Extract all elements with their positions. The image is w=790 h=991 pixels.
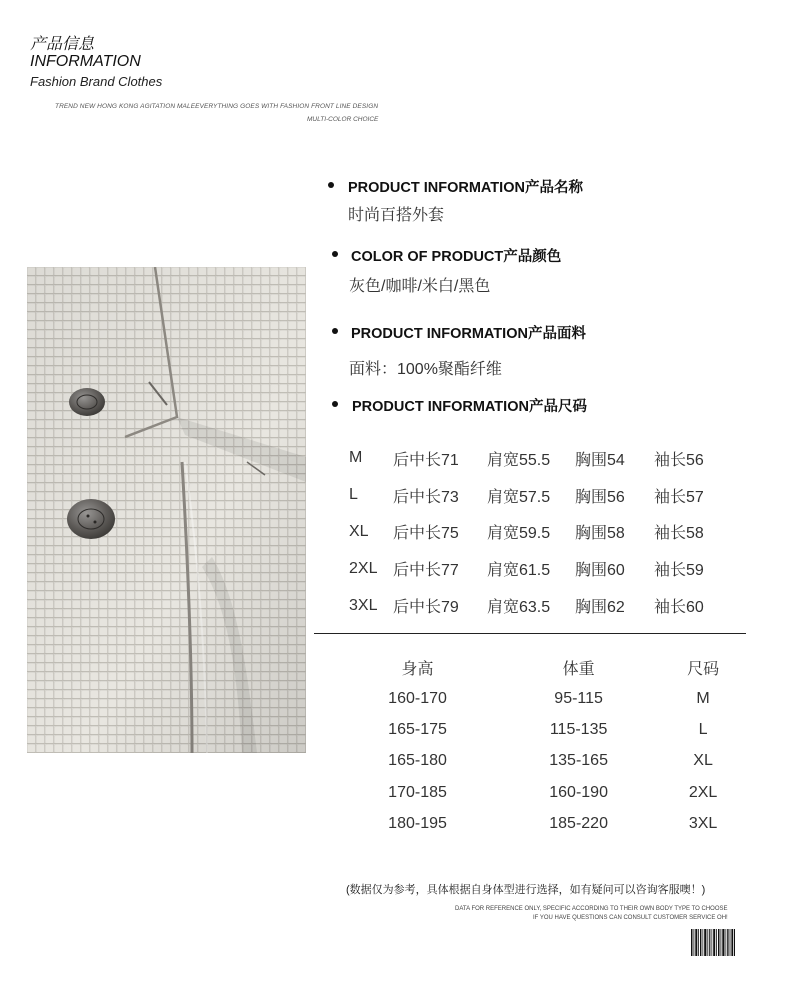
sleeve-cell: 袖长59: [654, 562, 704, 580]
height-cell: 170-185: [388, 783, 447, 801]
chest-cell: 胸围58: [575, 525, 625, 543]
tagline-line-1: TREND NEW HONG KONG AGITATION MALEEVERYTHING GOES WITH FASHION FRONT LINE DESIGN: [55, 103, 379, 110]
shoulder-cell: 肩宽63.5: [487, 599, 551, 617]
weight-cell: 115-135: [549, 721, 608, 739]
column-header-height: 身高: [401, 661, 434, 678]
shoulder-cell: 肩宽59.5: [487, 525, 551, 543]
chest-cell: 胸围60: [575, 562, 625, 580]
chest-cell: 胸围54: [575, 451, 625, 469]
sleeve-cell: 袖长60: [654, 599, 704, 617]
weight-cell: 95-115: [554, 689, 603, 707]
size-cell: 3XL: [349, 596, 378, 614]
sleeve-cell: 袖长57: [654, 488, 704, 506]
column-header-size: 尺码: [687, 661, 720, 678]
reference-note-en-1: DATA FOR REFERENCE ONLY, SPECIFIC ACCORDING TO THEIR OWN BODY TYPE TO CHOOSE: [455, 906, 728, 912]
table-row: [349, 477, 714, 514]
size-cell: L: [698, 721, 708, 739]
sleeve-cell: 袖长58: [654, 525, 704, 543]
page-title-en: INFORMATION: [30, 53, 141, 70]
divider: [314, 633, 746, 634]
table-row: [349, 550, 714, 587]
chest-cell: 胸围62: [575, 599, 625, 617]
length-cell: 后中长73: [393, 488, 459, 506]
barcode-icon: [691, 929, 735, 956]
bullet-icon: [328, 182, 334, 188]
size-cell: XL: [349, 522, 369, 540]
bullet-icon: [332, 251, 338, 257]
shoulder-cell: 肩宽61.5: [487, 562, 551, 580]
page-subtitle: Fashion Brand Clothes: [30, 74, 163, 89]
size-measurement-table: [349, 440, 714, 624]
size-cell: L: [349, 486, 358, 504]
size-cell: XL: [693, 752, 713, 770]
product-fabric-value: 面料：100%聚酯纤维: [349, 361, 502, 378]
column-header-weight: 体重: [562, 661, 595, 678]
length-cell: 后中长77: [393, 562, 459, 580]
height-cell: 180-195: [388, 815, 447, 833]
sleeve-cell: 袖长56: [654, 451, 704, 469]
table-row: [349, 514, 714, 551]
section-title-color: COLOR OF PRODUCT产品颜色: [351, 249, 562, 265]
length-cell: 后中长79: [393, 599, 459, 617]
tagline-line-2: MULTI-COLOR CHOICE: [307, 116, 379, 123]
length-cell: 后中长75: [393, 525, 459, 543]
bullet-icon: [332, 328, 338, 334]
shoulder-cell: 肩宽57.5: [487, 488, 551, 506]
shoulder-cell: 肩宽55.5: [487, 451, 551, 469]
section-title-fabric: PRODUCT INFORMATION产品面料: [351, 326, 586, 342]
reference-note-cn: (数据仅为参考，具体根据自身体型进行选择，如有疑问可以咨询客服噢！): [346, 884, 706, 896]
height-cell: 160-170: [388, 689, 447, 707]
chest-cell: 胸围56: [575, 488, 625, 506]
size-cell: 3XL: [688, 815, 718, 833]
size-cell: 2XL: [349, 559, 378, 577]
section-title-name: PRODUCT INFORMATION产品名称: [348, 180, 583, 196]
height-cell: 165-180: [388, 752, 447, 770]
table-row: [337, 714, 747, 745]
table-row: [337, 683, 747, 714]
product-photo: [27, 267, 306, 753]
size-cell: M: [349, 449, 363, 467]
table-row: [337, 809, 747, 840]
page-title-cn: 产品信息: [30, 36, 95, 53]
section-title-size: PRODUCT INFORMATION产品尺码: [352, 399, 587, 415]
height-cell: 165-175: [388, 721, 447, 739]
weight-cell: 160-190: [549, 783, 608, 801]
size-cell: M: [696, 689, 710, 707]
table-row: [337, 746, 747, 777]
weight-cell: 185-220: [549, 815, 608, 833]
bullet-icon: [332, 401, 338, 407]
product-name-value: 时尚百搭外套: [348, 207, 445, 224]
length-cell: 后中长71: [393, 451, 459, 469]
product-color-value: 灰色/咖啡/米白/黑色: [349, 278, 491, 295]
table-row: [349, 587, 714, 624]
size-recommendation-table: [337, 652, 747, 840]
size-cell: 2XL: [688, 783, 718, 801]
table-row: [337, 777, 747, 808]
table-row: [349, 440, 714, 477]
weight-cell: 135-165: [549, 752, 608, 770]
reference-note-en-2: IF YOU HAVE QUESTIONS CAN CONSULT CUSTOMER SERVICE OH!: [533, 915, 728, 921]
